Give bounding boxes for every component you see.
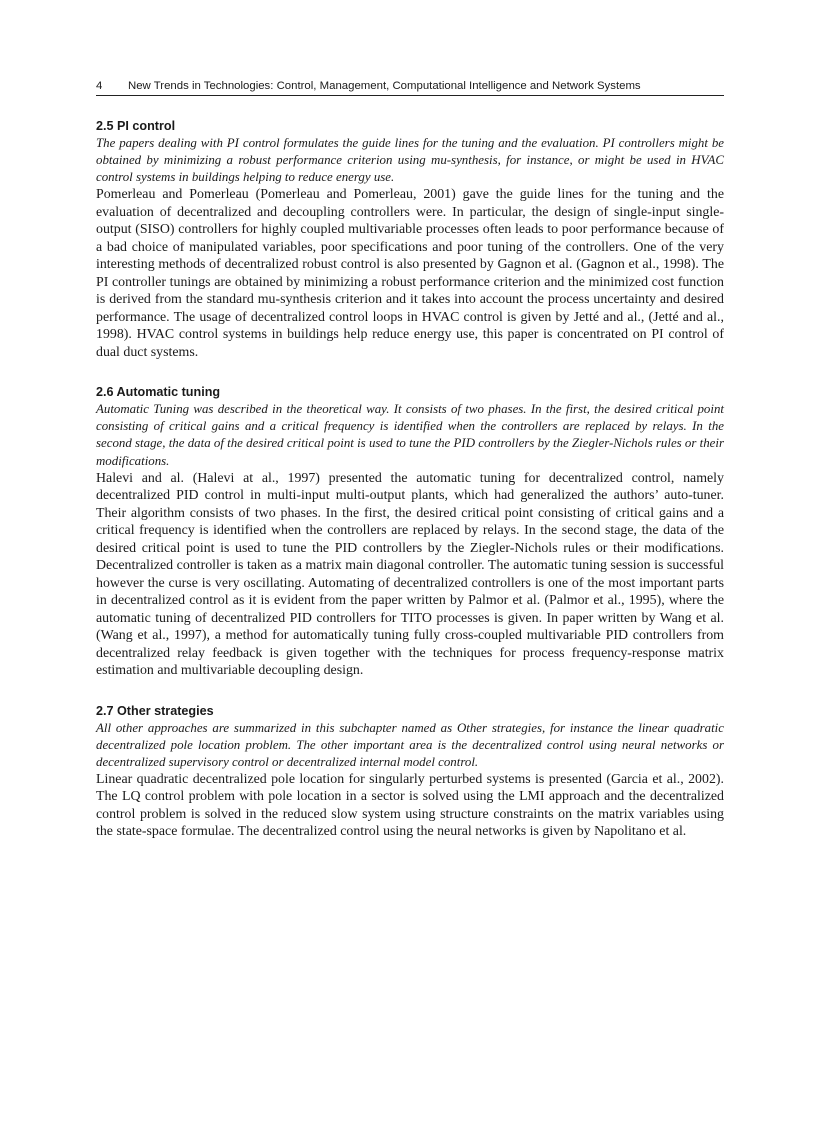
section-abstract: The papers dealing with PI control formulates the guide lines for the tuning and the evaluation. PI controllers might be obtained by minimizing a robust performance criterion using mu-synthesis, for instance, or might be used in HVAC control systems in buildings helping to reduce energy use. (96, 136, 724, 185)
running-title: New Trends in Technologies: Control, Management, Computational Intelligence and Network Systems (128, 80, 641, 92)
section-automatic-tuning (96, 384, 724, 679)
section-other-strategies (96, 703, 724, 841)
section-body: Linear quadratic decentralized pole location for singularly perturbed systems is presented (Garcia et al., 2002). The LQ control problem with pole location in a sector is solved using the LMI approach and the decentralized control problem is solved in the reduced slow system using structure constraints on the matrix variables using the state-space formulae. The decentralized control using the neural networks is given by Napolitano et al. (96, 771, 724, 840)
running-header (96, 80, 724, 96)
section-heading: 2.7 Other strategies (96, 703, 214, 718)
section-heading: 2.6 Automatic tuning (96, 385, 221, 400)
section-heading: 2.5 PI control (96, 119, 176, 133)
section-pi-control (96, 118, 724, 361)
page-body (96, 118, 724, 864)
section-abstract: All other approaches are summarized in this subchapter named as Other strategies, for instance the linear quadratic decentralized pole location problem. The other important area is the decentralized control using neural networks or decentralized supervisory control or decentralized internal model control. (96, 720, 724, 769)
page-number: 4 (96, 80, 103, 92)
section-body: Halevi and al. (Halevi at al., 1997) presented the automatic tuning for decentralized control, namely decentralized PID control in multi-input multi-output plants, which had generalized the authors’ auto-tuner. Their algorithm consists of two phases. In the first, the desired critical point consisting of critical gains and a critical frequency is identified when the controllers are replaced by relays. In the second stage, the data of the desired critical point is used to tune the PID controllers by the Ziegler-Nichols rules or their modifications. Decentralized controller is taken as a matrix main diagonal controller. The automatic tuning session is successful however the curse is very oscillating. Automating of decentralized controllers is one of the most important parts in decentralized control as it is evident from the paper written by Palmor et al. (Palmor et al., 1995), where the automatic tuning of decentralized PID controllers for TITO processes is given. In paper written by Wang et al. (Wang et al., 1997), a method for automatically tuning fully cross-coupled multivariable PID controllers from decentralized relay feedback is given together with the techniques for process frequency-response matrix estimation and multivariable decoupling design. (96, 470, 724, 679)
section-body: Pomerleau and Pomerleau (Pomerleau and Pomerleau, 2001) gave the guide lines for the tuning and the evaluation of decentralized and decoupling controllers were. In particular, the design of single-input single-output (SISO) controllers for highly coupled multivariable processes often leads to poor performance because of a bad choice of manipulated variables, poor specifications and poor tuning of the controllers. One of the very interesting methods of decentralized robust control is also presented by Gagnon et al. (Gagnon et al., 1998). The PI controller tunings are obtained by minimizing a robust performance criterion and the minimized cost function is derived from the standard mu-synthesis criterion and it takes into account the process uncertainty and desired performance. The usage of decentralized control loops in HVAC control is given by Jetté and al., (Jetté and al., 1998). HVAC control systems in buildings help reduce energy use, this paper is concentrated on PI control of dual duct systems. (96, 187, 724, 360)
section-abstract: Automatic Tuning was described in the theoretical way. It consists of two phases. In the first, the desired critical point consisting of critical gains and a critical frequency is identified when the controllers are replaced by relays. In the second stage, the data of the desired critical point is used to tune the PID controllers by the Ziegler-Nichols rules or their modifications. (96, 402, 724, 468)
